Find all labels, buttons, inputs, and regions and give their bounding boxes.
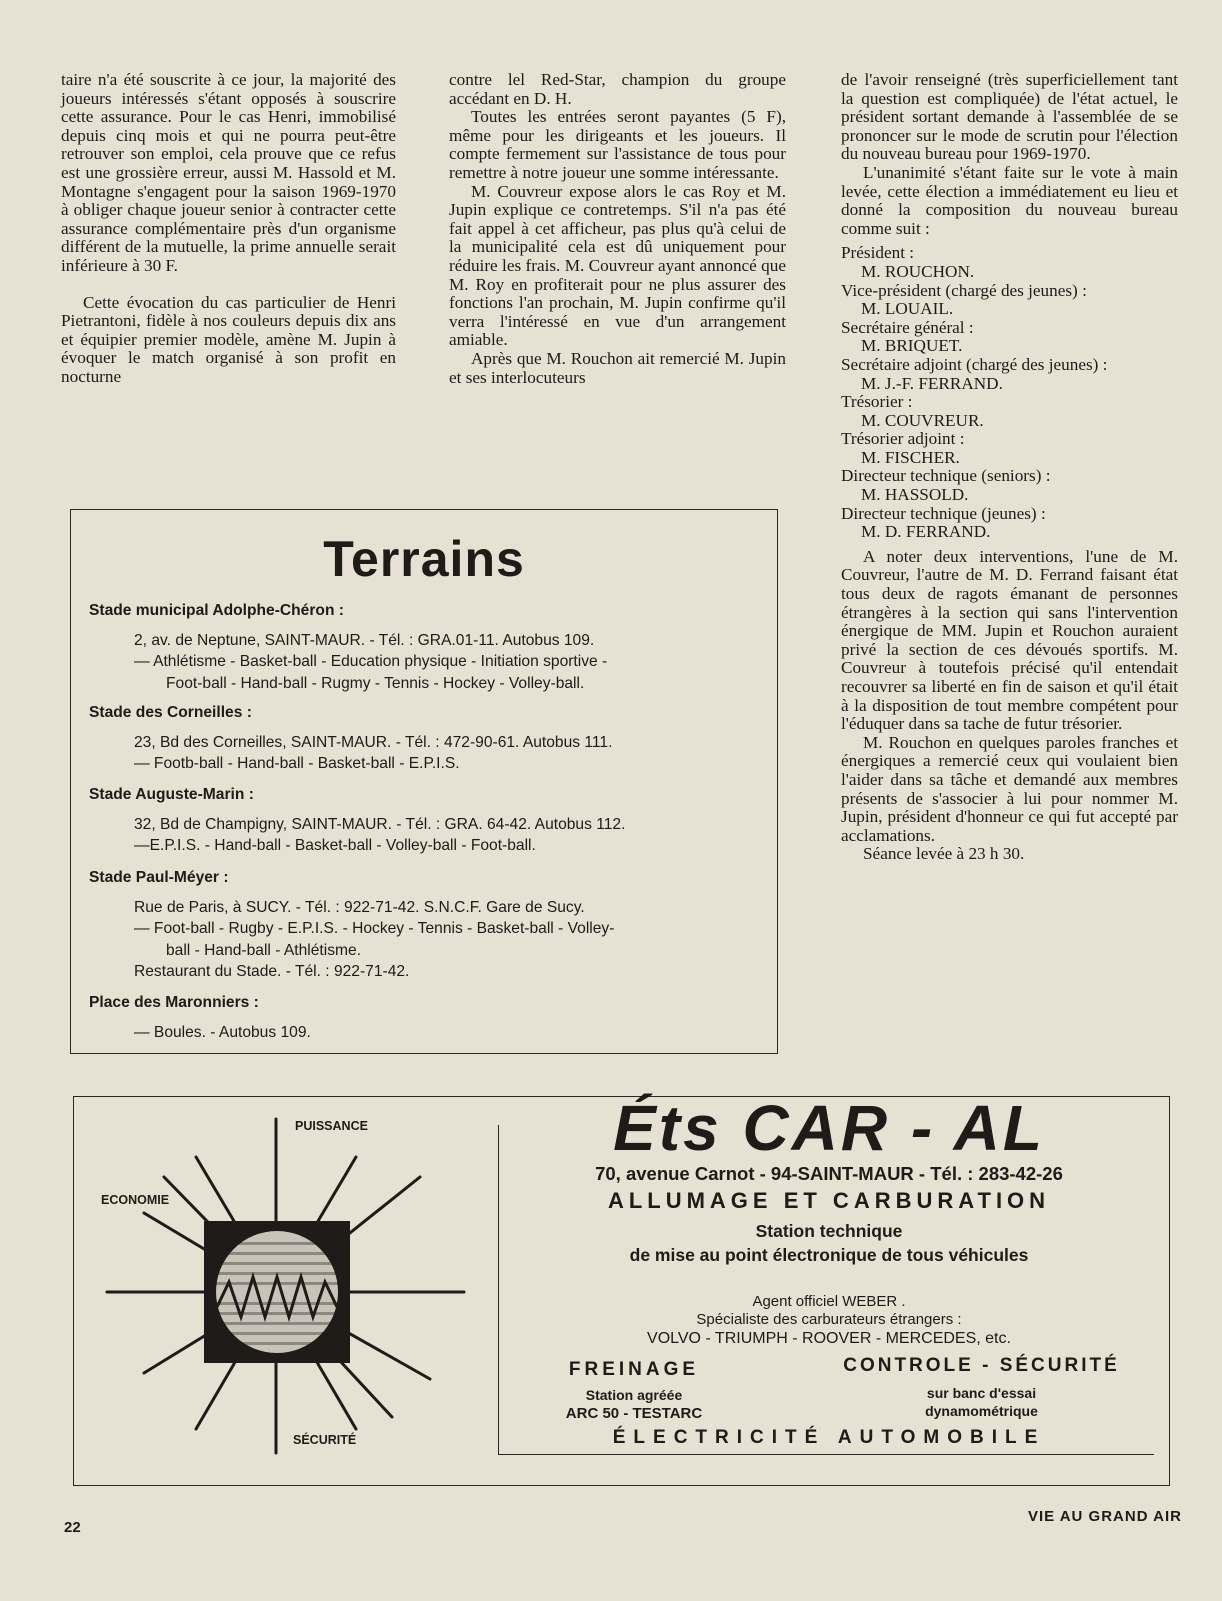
car-al-advertisement: [73, 1092, 1170, 1486]
bureau-list: [841, 244, 1178, 542]
ad-headline: ALLUMAGE ET CARBURATION: [607, 1188, 1051, 1213]
bureau-role: Président :: [841, 243, 915, 263]
ad-freinage-sub2: ARC 50 - TESTARC: [565, 1405, 703, 1422]
bureau-name: M. BRIQUET.: [861, 336, 963, 356]
paragraph: de l'avoir renseigné (très superficiellement tant la question est compliquée) de l'état actuel, le président sortant demande à l'assemblée de se prononcer sur le mode de scrutin pour l'élection du nouveau bureau pour 1969-1970.: [841, 70, 1178, 164]
ad-controle-sub2: dynamométrique: [925, 1403, 1038, 1419]
venue-line: — Footb-ball - Hand-ball - Basket-ball - E.P.I.S.: [134, 755, 460, 773]
bureau-role: Vice-président (chargé des jeunes) :: [841, 280, 1087, 300]
divider: [498, 1454, 1154, 1455]
venue-block: [89, 867, 761, 982]
logo-label-securite: SÉCURITÉ: [293, 1433, 357, 1447]
venue-name: Stade Paul-Méyer :: [89, 869, 229, 886]
venue-line: Rue de Paris, à SUCY. - Tél. : 922-71-42. S.N.C.F. Gare de Sucy.: [134, 899, 585, 917]
ad-specialist: Spécialiste des carburateurs étrangers :: [696, 1311, 962, 1328]
bureau-role: Directeur technique (seniors) :: [841, 466, 1051, 486]
paragraph: A noter deux interventions, l'une de M. Couvreur, l'autre de M. D. Ferrand faisant état tous deux de ragots émanant de personnes étrangères à la section qui sans l'intervention énergique de MM. Jupin et Rouchon auraient privé la section de ces dévoués sportifs. M. Couvreur à toutefois précisé qu'il entendait recouvrer sa liberté en fin de saison et qu'il était à la disposition de tout membre compétent pour l'éduquer dans sa tache de futur trésorier.: [841, 546, 1178, 734]
ad-station-line2: de mise au point électronique de tous véhicules: [629, 1245, 1029, 1265]
logo-label-economie: ECONOMIE: [101, 1193, 170, 1207]
article-column-3: [841, 71, 1178, 864]
venue-line: — Boules. - Autobus 109.: [134, 1024, 311, 1042]
venue-line: — Athlétisme - Basket-ball - Education physique - Initiation sportive -: [134, 653, 608, 671]
venue-name: Stade municipal Adolphe-Chéron :: [89, 602, 344, 619]
ad-brands: VOLVO - TRIUMPH - ROOVER - MERCEDES, etc.: [647, 1330, 1011, 1347]
bureau-role: Trésorier adjoint :: [841, 429, 965, 449]
ad-agent: Agent officiel WEBER .: [752, 1293, 906, 1310]
paragraph: Après que M. Rouchon ait remercié M. Jupin et ses interlocuteurs: [449, 348, 786, 387]
venue-block: [89, 992, 761, 1043]
logo-label-puissance: PUISSANCE: [295, 1119, 368, 1133]
venue-line: ball - Hand-ball - Athlétisme.: [166, 941, 362, 959]
bureau-name: M. FISCHER.: [861, 447, 960, 467]
ad-controle: CONTROLE - SÉCURITÉ: [843, 1355, 1120, 1376]
bureau-role: Secrétaire général :: [841, 317, 974, 337]
venue-block: [89, 702, 761, 775]
paragraph: Cette évocation du cas particulier de Henri Pietrantoni, fidèle à nos couleurs depuis dix ans et équipier premier modèle, amène M. Jupin à évoquer le match organisé à son profit en nocturne: [61, 292, 396, 386]
bureau-role: Directeur technique (jeunes) :: [841, 503, 1046, 523]
ad-electricite: ÉLECTRICITÉ AUTOMOBILE: [612, 1427, 1046, 1448]
paragraph: M. Couvreur expose alors le cas Roy et M. Jupin explique ce contretemps. S'il n'a pas été fait appel à cet afficheur, pas plus qu'à celui de la municipalité cela est dû uniquement pour réduire les frais. M. Couvreur ayant annoncé que M. Roy en profiterait pour ne plus assurer des fonctions l'an prochain, M. Jupin confirme qu'il verra l'intéressé en vue d'un arrangement amiable.: [449, 181, 786, 350]
bureau-name: M. J.-F. FERRAND.: [861, 373, 1003, 393]
bureau-name: M. D. FERRAND.: [861, 522, 991, 542]
paragraph: Toutes les entrées seront payantes (5 F), même pour les dirigeants et les joueurs. Il compte fermement sur l'assistance de tous pour remettre à notre joueur une somme intéressante.: [449, 107, 786, 182]
paragraph: L'unanimité s'étant faite sur le vote à main levée, cette élection a immédiatement eu lieu et donné la composition du nouveau bureau comme suit :: [841, 162, 1178, 238]
venue-name: Stade Auguste-Marin :: [89, 786, 254, 803]
venue-line: — Foot-ball - Rugby - E.P.I.S. - Hockey - Tennis - Basket-ball - Volley-: [134, 920, 615, 938]
venue-line: 32, Bd de Champigny, SAINT-MAUR. - Tél. : GRA. 64-42. Autobus 112.: [134, 816, 626, 834]
venue-block: [89, 600, 761, 694]
venue-line: 2, av. de Neptune, SAINT-MAUR. - Tél. : GRA.01-11. Autobus 109.: [134, 632, 595, 650]
venue-name: Stade des Corneilles :: [89, 704, 252, 721]
bureau-name: M. COUVREUR.: [861, 410, 984, 430]
sun-logo-icon: [104, 1117, 484, 1467]
ad-station-line1: Station technique: [755, 1221, 903, 1241]
ad-freinage: FREINAGE: [568, 1359, 700, 1380]
ad-freinage-sub1: Station agréée: [585, 1387, 683, 1403]
bureau-name: M. LOUAIL.: [861, 299, 954, 319]
page-number: 22: [64, 1519, 81, 1536]
divider: [498, 1125, 499, 1455]
venue-block: [89, 784, 761, 857]
terrains-box: [70, 509, 778, 1054]
ad-address: 70, avenue Carnot - 94-SAINT-MAUR - Tél. : 283-42-26: [595, 1163, 1063, 1184]
paragraph: M. Rouchon en quelques paroles franches et énergiques a remercié ceux qui voulaient bien l'aider dans sa tâche et demandé aux membres présents de s'associer à lui pour nommer M. Jupin, président d'honneur ce qui fut accepté par acclamations.: [841, 732, 1178, 845]
paragraph: contre lel Red-Star, champion du groupe accédant en D. H.: [449, 70, 786, 108]
ad-controle-sub1: sur banc d'essai: [926, 1385, 1037, 1401]
magazine-name: VIE AU GRAND AIR: [1027, 1508, 1182, 1525]
venue-line: 23, Bd des Corneilles, SAINT-MAUR. - Tél. : 472-90-61. Autobus 111.: [134, 734, 613, 752]
brand-name: Éts CAR - AL: [613, 1092, 1045, 1164]
venue-line: —E.P.I.S. - Hand-ball - Basket-ball - Volley-ball - Foot-ball.: [134, 837, 536, 855]
paragraph: taire n'a été souscrite à ce jour, la majorité des joueurs intéressés s'étant opposés à souscrire cette assurance. Pour le cas Henri, immobilisé depuis cinq mois et qui ne pourra peut-être retrouver son emploi, cela prouve que ce refus est une grossière erreur, aussi M. Hassold et M. Montagne s'engagent pour la saison 1969-1970 à obliger chaque joueur senior à contracter cette assurance complémentaire près d'un organisme différent de la mutuelle, la prime annuelle serait inférieure à 30 F.: [61, 70, 396, 275]
bureau-role: Secrétaire adjoint (chargé des jeunes) :: [841, 354, 1108, 374]
venue-name: Place des Maronniers :: [89, 994, 259, 1011]
venue-line: Foot-ball - Hand-ball - Rugmy - Tennis - Hockey - Volley-ball.: [166, 674, 585, 692]
article-column-2: [449, 71, 786, 387]
bureau-role: Trésorier :: [841, 392, 913, 412]
article-column-1: [61, 71, 396, 387]
closing-line: Séance levée à 23 h 30.: [863, 844, 1025, 864]
bureau-name: M. ROUCHON.: [861, 261, 975, 281]
bureau-name: M. HASSOLD.: [861, 485, 969, 505]
terrains-title: Terrains: [323, 531, 525, 587]
venue-line: Restaurant du Stade. - Tél. : 922-71-42.: [134, 962, 410, 980]
